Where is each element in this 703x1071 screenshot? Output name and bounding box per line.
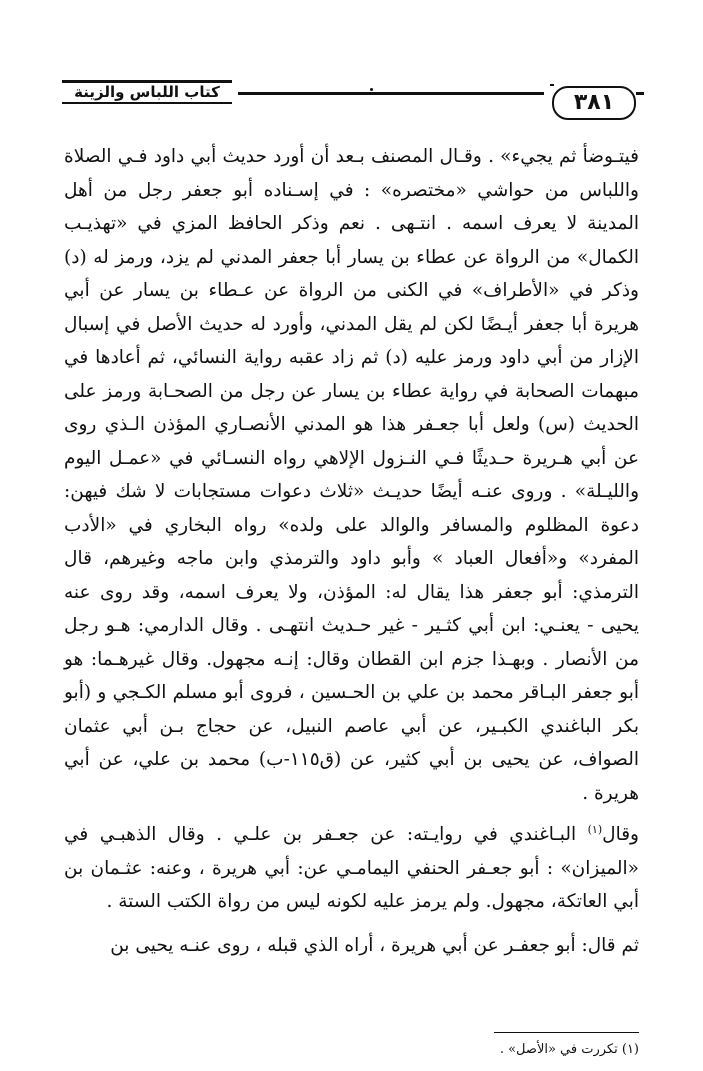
book-title: كتاب اللباس والزينة xyxy=(74,83,220,101)
footnote-ref: (١) xyxy=(587,822,603,836)
page-number: ٣٨١ xyxy=(552,86,636,120)
header-rule-right xyxy=(636,92,644,95)
footnote-separator xyxy=(494,1032,639,1033)
body-text xyxy=(64,140,639,962)
paragraph-2-text: البـاغندي في روايـته: عن جعـفر بن علـي . وقال الذهبـي في «الميزان» : أبو جعـفر الحنفي اليمامـي عن: أبي هريرة ، وعنه: عثـمان بن أبي العاتكة، مجهول. ولم يرمز عليه لكونه ليس من رواة الكتب الستة . xyxy=(64,824,639,912)
paragraph-2 xyxy=(64,818,639,919)
header-dot xyxy=(370,88,373,91)
header-rule-joint xyxy=(550,84,554,86)
paragraph-3: ثم قال: أبو جعفـر عن أبي هريرة ، أراه الذي قبله ، روى عنـه يحيى بن xyxy=(110,934,639,956)
paragraph-2-lead: وقال xyxy=(602,824,639,845)
footnote: (١) تكررت في «الأصل» . xyxy=(499,1042,639,1057)
running-header xyxy=(62,78,644,128)
paragraph-1: فيتـوضأ ثم يجيء» . وقـال المصنف بـعد أن أورد حديث أبي داود فـي الصلاة واللباس من حواشي «مختصره» : في إسـناده أبو جعفر رجل من أهل المدينة لا يعرف اسمه . انتـهى . نعم وذكر الحافظ المزي في «تهذيـب الكمال» من الرواة عن عطاء بن يسار أبا جعفر المدني لم يزد، ورمز له (د) وذكر في «الأطراف» في الكنى من الرواة عن عـطاء بن يسار عن أبي هريرة أبا جعفر أيـضًا لكن لم يقل المدني، وأورد له حديث الأصل في إسبال الإزار من أبي داود ورمز عليه (د) ثم زاد عقبه رواية النسائي، ثم أعادها في مبهمات الصحابة في رواية عطاء بن يسار عن رجل من الصحـابة ورمز على الحديث (س) ولعل أبا جعـفر هذا هو المدني الأنصـاري المؤذن الـذي روى عن أبي هـريرة حـديثًا فـي النـزول الإلاهي رواه النسـائي في «عمـل اليوم والليـلة» . وروى عنـه أيضًا حديـث «ثلاث دعوات مستجابات لا شك فيهن: دعوة المظلوم والمسافر والوالد على ولده» رواه البخاري في «الأدب المفرد» و«أفعال العباد » وأبو داود والترمذي وابن ماجه وغيرهم، قال الترمذي: أبو جعفر هذا يقال له: المؤذن، ولا يعرف اسمه، وقد روى عنه يحيى - يعنـي: ابن أبي كثـير - غير حـديث انتهـى . وقال الدارمي: هـو رجل من الأنصار . وبهـذا جزم ابن القطان وقال: إنـه مجهول. وقال غيرهـما: هو أبو جعفر البـاقر محمد بن علي بن الحـسين ، فروى أبو مسلم الكـجي و (أبو بكر الباغندي الكبـير، عن أبي عاصم النبيل، عن حجاج بـن أبي عثمان الصواف، عن يحيى بن أبي كثير، عن (ق١١٥-ب) محمد بن علي، عن أبي هريرة . xyxy=(64,146,639,804)
header-rule-left-bottom xyxy=(62,102,232,104)
header-rule-middle xyxy=(238,92,544,95)
